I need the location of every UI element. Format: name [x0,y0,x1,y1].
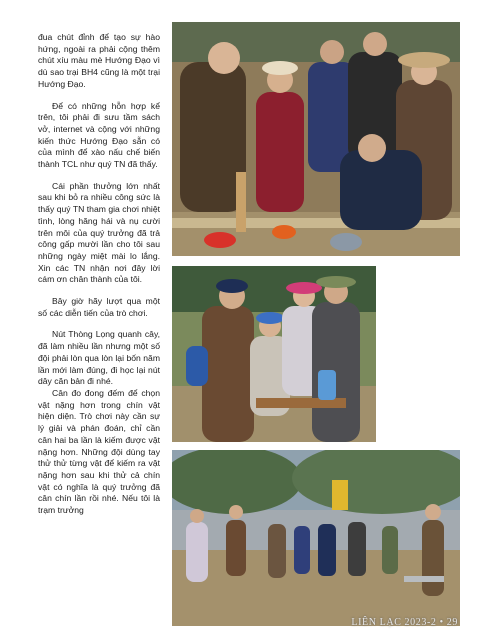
photo-water-station [172,266,376,442]
photo-field-activity [172,450,460,626]
photo-group-at-table-image [172,22,460,256]
page-footer: LIÊN LẠC 2023-2 • 29 [351,617,458,628]
photo-field-activity-image [172,450,460,626]
article-column [38,32,160,517]
paragraph-5: Nút Thòng Lọng quanh cây, đã làm nhiều lần nhưng một số đội phải lòn qua lòn lại bốn năm lần mới làm đúng, đi học lại nút dây căn bản đi nhé. [38,329,160,387]
paragraph-6: Cân đo đong đếm để chọn vật nặng hơn trong chín vật hiện diện. Trò chơi này cần sự lý giải và phán đoán, chỉ cần cân hai ba lần là kiếm được vật nặng hơn. Những đội dùng tay thử thử từng vật để kiếm ra vật nặng hơn sau khi thử cả chín vật có nghĩa là quý trưởng đã cân chín lần rồi nhé. Nếu tôi là trạm trưởng [38,387,160,516]
paragraph-4: Bây giờ hãy lượt qua một số các diễn tiến của trò chơi. [38,296,160,318]
paragraph-3: Cái phần thưởng lớn nhất sau khi bỏ ra nhiều công sức là thấy quý TN tham gia chơi nhiệt tình, lòng hăng hái và nụ cười trên môi của quý trưởng đã trả công gấp mười lần cho tôi sau những ngày miệt mài lo lắng. Xin các TN nhận nơi đây lời cám ơn chân thành của tôi. [38,180,160,285]
paragraph-1: đua chút đỉnh để tạo sự hào hứng, ngoài ra phải cộng thêm chút xíu màu mè Hướng Đạo vì dù sao trại BH4 cũng là một trại Hướng Đạo. [38,32,160,89]
photo-group-at-table [172,22,460,256]
paragraph-2: Để có những hỗn hợp kể trên, tôi phải đi sưu tầm sách vở, internet và cộng với những kiến thức Hướng Đạo sẵn có của mình để xào nấu chế biến thành TCL như quý TN đã thấy. [38,100,160,170]
photo-water-station-image [172,266,376,442]
